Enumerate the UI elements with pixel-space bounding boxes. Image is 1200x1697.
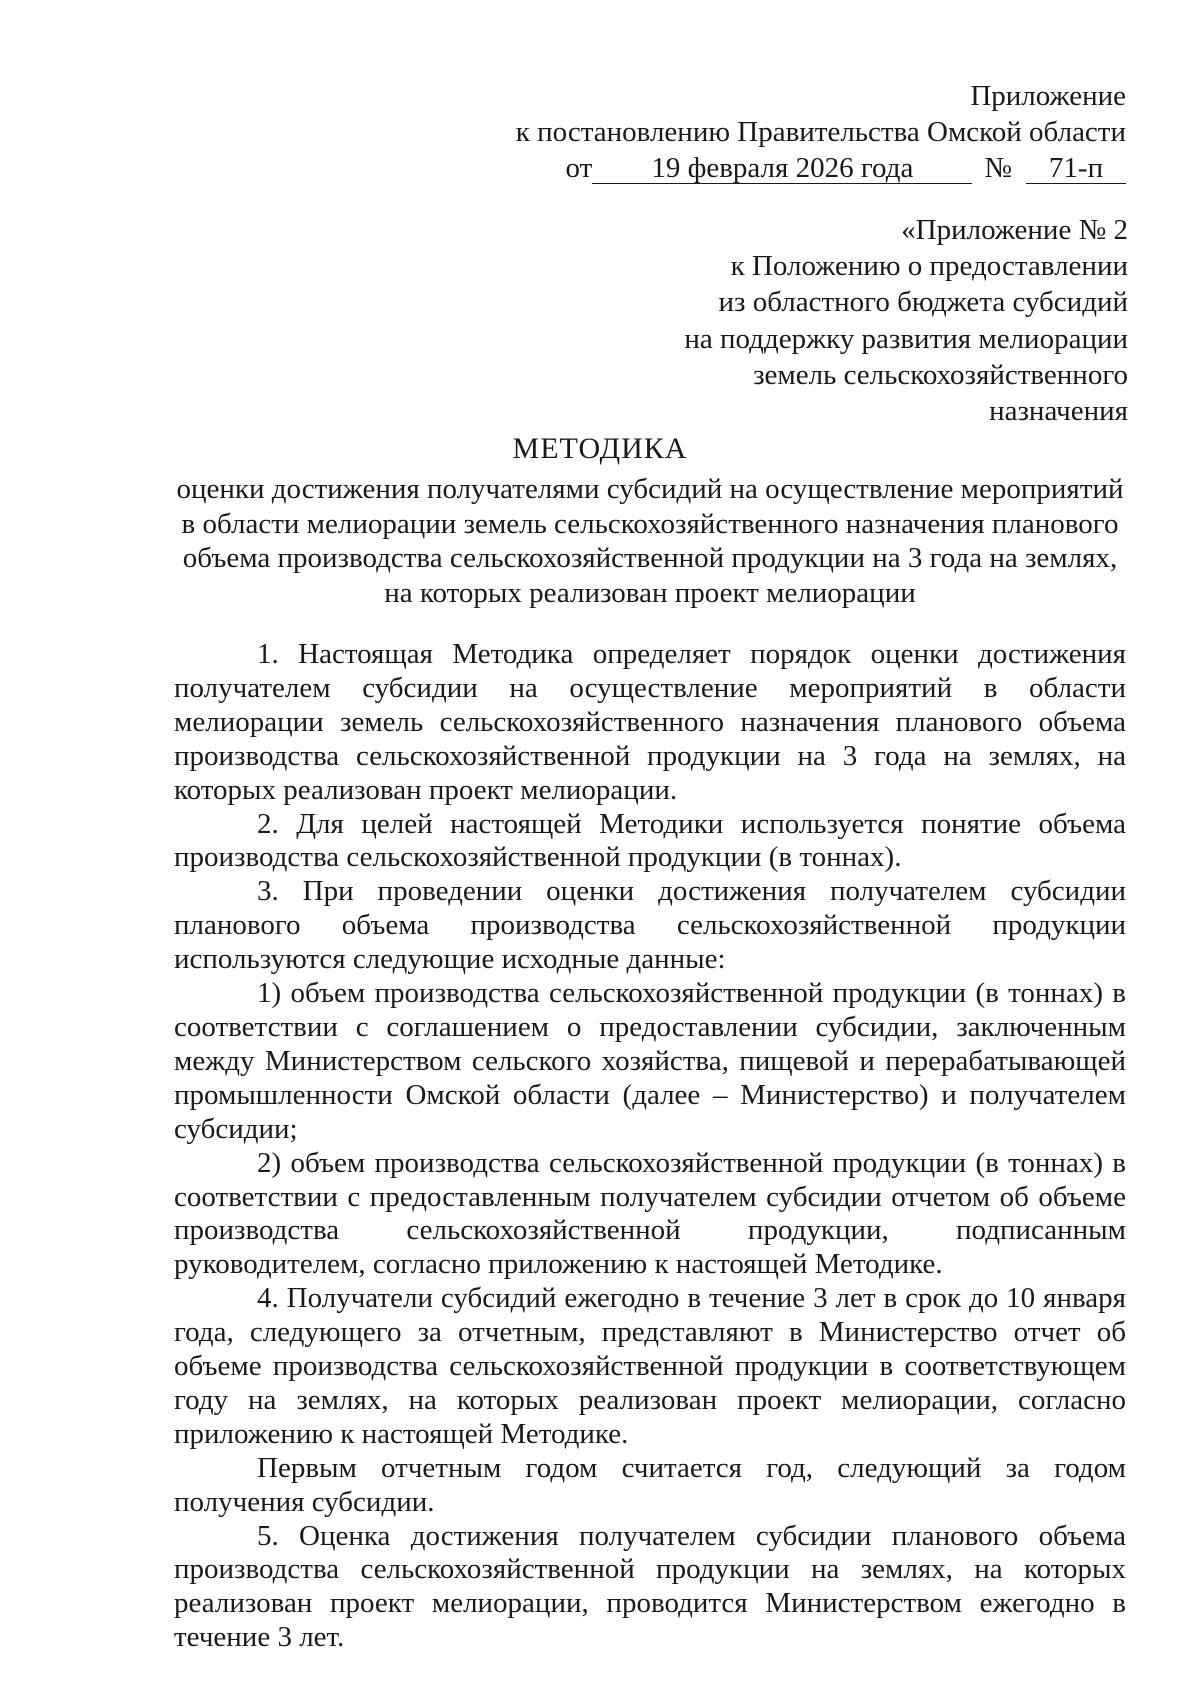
annex-line: назначения: [989, 395, 1128, 428]
subtitle-line: в области мелиорации земель сельскохозяйственного назначения планового: [181, 507, 1119, 540]
annex-line: на поддержку развития мелиорации: [684, 322, 1128, 355]
document-body: [174, 638, 1126, 1655]
annex-line: «Приложение № 2: [901, 214, 1128, 246]
annex-line: земель сельскохозяйственного: [753, 358, 1128, 391]
annex-line: к Положению о предоставлении: [730, 250, 1128, 283]
subtitle-line: оценки достижения получателями субсидий на осуществление мероприятий: [176, 473, 1124, 505]
document-subtitle: [170, 472, 1130, 610]
subparagraph-1: 1) объем производства сельскохозяйственной продукции (в тоннах) в соответствии с соглашением о предоставлении субсидии, заключенным между Министерством сельского хозяйства, пищевой и перерабатывающей промышленности Омской области (далее – Министерство) и получателем субсидии;: [174, 977, 1126, 1145]
paragraph-2: 2. Для целей настоящей Методики используется понятие объема производства сельскохозяйственной продукции (в тоннах).: [174, 807, 1126, 874]
resolution-reference: к постановлению Правительства Омской области: [515, 116, 1126, 148]
paragraph-4: 4. Получатели субсидий ежегодно в течение 3 лет в срок до 10 января года, следующего за отчетным, представляют в Министерство отчет об объеме производства сельскохозяйственной продукции в соответствующем году на землях, на которых реализован проект мелиорации, согласно приложению к настоящей Методике.: [174, 1282, 1126, 1450]
annex-reference: [684, 212, 1128, 429]
subparagraph-2: 2) объем производства сельскохозяйственной продукции (в тоннах) в соответствии с предоставленным получателем субсидии отчетом об объеме производства сельскохозяйственной продукции, подписанным руководителем, согласно приложению к настоящей Методике.: [174, 1146, 1126, 1281]
paragraph-5: 5. Оценка достижения получателем субсидии планового объема производства сельскохозяйственной продукции на землях, на которых реализован проект мелиорации, проводится Министерством ежегодно в течение 3 лет.: [174, 1519, 1126, 1654]
paragraph-3: 3. При проведении оценки достижения получателем субсидии планового объема производства сельскохозяйственной продукции используются следующие исходные данные:: [174, 875, 1126, 976]
date-prefix: от: [565, 152, 593, 184]
annex-line: из областного бюджета субсидий: [718, 286, 1128, 319]
document-title: МЕТОДИКА: [512, 432, 688, 465]
resolution-number: 71-п: [1026, 153, 1126, 184]
paragraph-4-note: Первым отчетным годом считается год, следующий за годом получения субсидии.: [174, 1451, 1126, 1518]
subtitle-line: на которых реализован проект мелиорации: [384, 576, 916, 609]
number-sign: №: [984, 152, 1012, 184]
resolution-date-line: [566, 150, 1126, 186]
paragraph-1: 1. Настоящая Методика определяет порядок оценки достижения получателем субсидии на осуществление мероприятий в области мелиорации земель сельскохозяйственного назначения планового объема производства сельскохозяйственной продукции на 3 года на землях, на которых реализован проект мелиорации.: [174, 638, 1126, 806]
appendix-heading: Приложение: [970, 80, 1126, 112]
subtitle-line: объема производства сельскохозяйственной продукции на 3 года на землях,: [182, 542, 1118, 574]
resolution-date: 19 февраля 2026 года: [592, 153, 972, 184]
